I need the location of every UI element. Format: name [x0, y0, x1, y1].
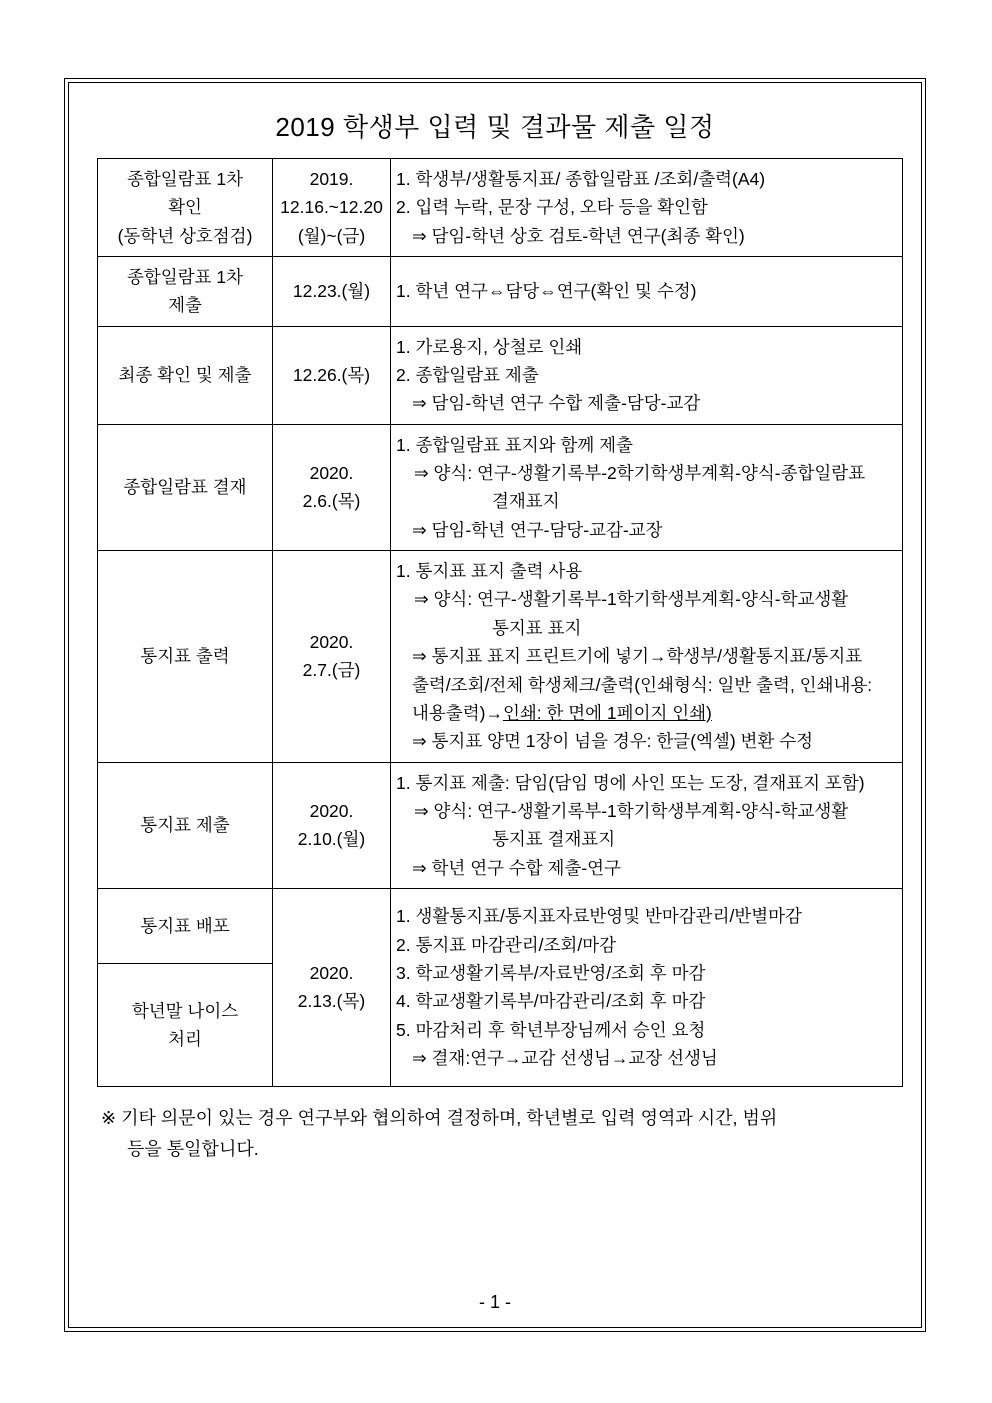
date-line: 2020.: [309, 463, 354, 484]
task-label-line: 통지표 배포: [140, 915, 230, 936]
table-row: [98, 762, 903, 888]
task-label-line: 학년말 나이스: [131, 1000, 239, 1021]
content-line-wrapped: [396, 642, 897, 727]
task-label-line: 종합일람표 1차: [126, 267, 244, 288]
date-line: (월)~(금): [297, 225, 366, 246]
task-cell: [98, 326, 273, 424]
content-line: ⇒ 담임-학년 상호 검토-학년 연구(최종 확인): [412, 225, 745, 246]
content-line: ⇒ 양식: 연구-생활기록부-2학기학생부계획-양식-종합일람표: [414, 463, 866, 484]
task-label-line: 통지표 출력: [140, 646, 230, 667]
content-line: 1. 생활통지표/통지표자료반영및 반마감관리/반별마감: [396, 906, 802, 927]
page-frame-inner-border: [68, 82, 922, 1328]
task-label-line: 종합일람표 1차: [126, 169, 244, 189]
content-line: ⇒ 결재:연구→교감 선생님→교장 선생님: [412, 1048, 718, 1069]
content-line: 1. 가로용지, 상철로 인쇄: [396, 336, 583, 357]
content-cell: [391, 257, 903, 327]
content-line: 1. 종합일람표 표지와 함께 제출: [396, 434, 633, 455]
footer-note-line2: 등을 통일합니다.: [127, 1138, 259, 1159]
date-cell: [273, 551, 391, 762]
content-line: ⇒ 양식: 연구-생활기록부-1학기학생부계획-양식-학교생활: [414, 800, 849, 821]
date-cell: [273, 424, 391, 550]
task-label-line: 종합일람표 결재: [123, 477, 247, 498]
content-line: ⇒ 통지표 양면 1장이 넘을 경우: 한글(엑셀) 변환 수정: [412, 731, 814, 752]
table-row: [98, 424, 903, 550]
content-line: ⇒ 담임-학년 연구 수합 제출-담당-교감: [412, 393, 701, 414]
content-cell: [391, 159, 903, 257]
content-line: 통지표 표지: [492, 617, 582, 638]
content-line: 2. 입력 누락, 문장 구성, 오타 등을 확인함: [396, 197, 708, 218]
date-line: 12.16.~12.20: [280, 197, 383, 218]
schedule-table: [97, 158, 903, 1087]
date-line: 2020.: [309, 963, 354, 984]
date-cell: [273, 257, 391, 327]
content-line: 5. 마감처리 후 학년부장님께서 승인 요청: [396, 1019, 706, 1040]
date-line: 2.10.(월): [297, 829, 366, 850]
date-cell: [273, 888, 391, 1086]
page-frame: [64, 78, 926, 1332]
content-cell: [391, 762, 903, 888]
footer-note: [101, 1103, 893, 1164]
date-line: 2020.: [309, 631, 354, 652]
content-line: 결재표지: [492, 491, 560, 512]
content-line: ⇒ 담임-학년 연구-담당-교감-교장: [412, 519, 663, 540]
footer-note-line1: ※ 기타 의문이 있는 경우 연구부와 협의하여 결정하며, 학년별로 입력 영역과 시간, 범위: [101, 1107, 778, 1128]
date-line: 2.7.(금): [302, 660, 361, 681]
task-label-line: 제출: [168, 295, 202, 316]
content-line: 2. 통지표 마감관리/조회/마감: [396, 934, 616, 955]
table-row: [98, 326, 903, 424]
content-line: 1. 통지표 제출: 담임(담임 명에 사인 또는 도장, 결재표지 포함): [396, 772, 865, 793]
content-line: 1. 학년 연구⇔담당⇔연구(확인 및 수정): [396, 281, 697, 302]
task-cell: [98, 888, 273, 963]
content-line: ⇒ 양식: 연구-생활기록부-1학기학생부계획-양식-학교생활: [414, 589, 849, 610]
task-label-line: 확인: [168, 197, 202, 218]
content-line: ⇒ 학년 연구 수합 제출-연구: [412, 857, 621, 878]
task-cell: [98, 257, 273, 327]
page-title: 2019 학생부 입력 및 결과물 제출 일정: [275, 112, 715, 142]
task-label-line: 처리: [168, 1028, 202, 1049]
task-cell: [98, 159, 273, 257]
date-line: 12.26.(목): [292, 365, 371, 386]
date-cell: [273, 762, 391, 888]
date-line: 2020.: [309, 800, 354, 821]
table-row: [98, 257, 903, 327]
content-line: 2. 종합일람표 제출: [396, 365, 539, 386]
task-label-line: 통지표 제출: [140, 815, 230, 836]
content-line-underlined: 인쇄: 한 면에 1페이지 인쇄): [502, 702, 712, 723]
task-cell: [98, 762, 273, 888]
task-cell: [98, 551, 273, 762]
table-row: [98, 551, 903, 762]
content-line: 4. 학교생활기록부/마감관리/조회 후 마감: [396, 991, 706, 1012]
content-cell: [391, 424, 903, 550]
table-row: [98, 159, 903, 257]
date-cell: [273, 326, 391, 424]
date-line: 2019.: [309, 169, 354, 189]
date-cell: [273, 159, 391, 257]
content-cell: [391, 551, 903, 762]
content-line: 1. 통지표 표지 출력 사용: [396, 561, 583, 582]
task-label-line: 최종 확인 및 제출: [118, 365, 252, 386]
table-row: [98, 888, 903, 963]
date-line: 2.13.(목): [297, 991, 366, 1012]
content-cell: [391, 888, 903, 1086]
task-label-line: (동학년 상호점검): [117, 225, 253, 246]
content-line: 통지표 결재표지: [492, 829, 616, 850]
date-line: 12.23.(월): [292, 281, 371, 302]
content-line-part: ⇒ 통지표 표지 프린트기에 넣기→학생부/생활통지표/통지표 출력/조회/전체 학생체크/출력(인쇄형식: 일반 출력, 인쇄내용: 내용출력)→: [412, 646, 873, 723]
content-line: 1. 학생부/생활통지표/ 종합일람표 /조회/출력(A4): [396, 169, 766, 189]
date-line: 2.6.(목): [302, 491, 361, 512]
content-cell: [391, 326, 903, 424]
task-cell: [98, 963, 273, 1086]
page-number: - 1 -: [478, 1292, 511, 1312]
content-line: 3. 학교생활기록부/자료반영/조회 후 마감: [396, 963, 706, 984]
page-body: [69, 83, 921, 1327]
task-cell: [98, 424, 273, 550]
